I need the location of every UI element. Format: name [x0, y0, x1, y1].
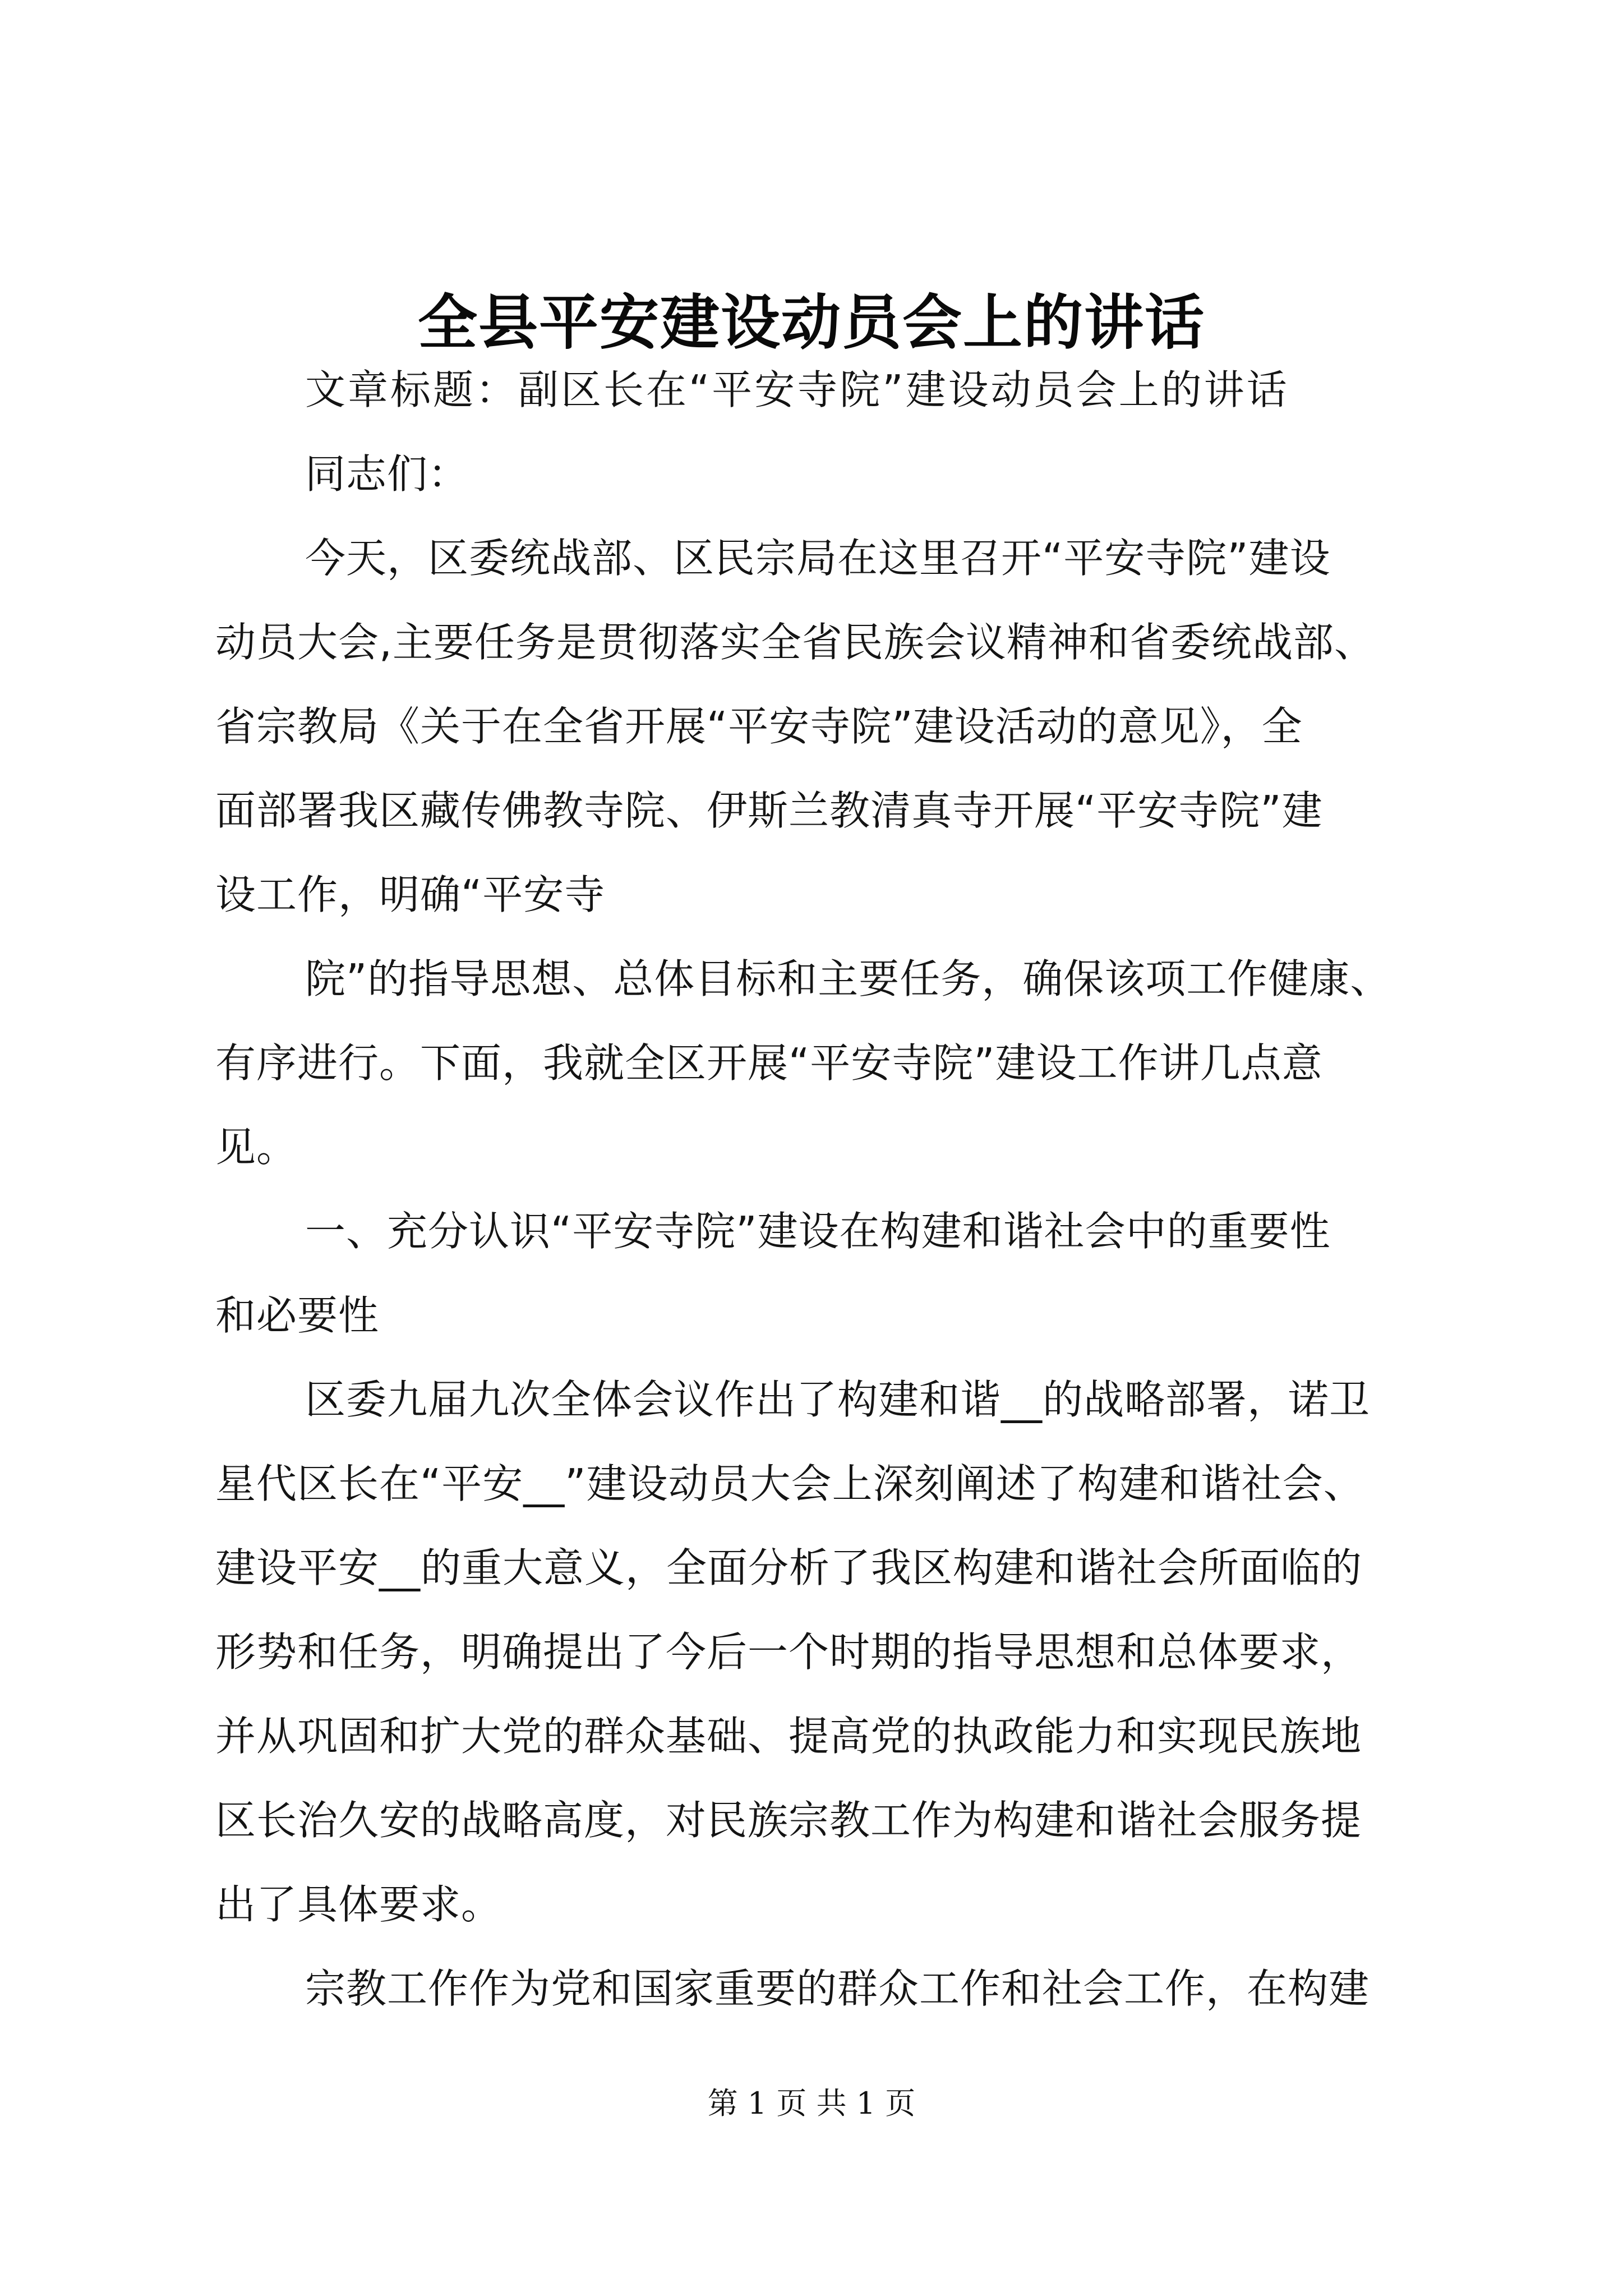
paragraph-1-line-5: 设工作，明确“平安寺 — [215, 871, 606, 918]
paragraph-3-line-5: 并从巩固和扩大党的群众基础、提高党的执政能力和实现民族地 — [215, 1713, 1362, 1760]
section-heading-line-1: 一、充分认识“平安寺院”建设在构建和谐社会中的重要性 — [305, 1208, 1331, 1255]
paragraph-1-line-1: 今天，区委统战部、区民宗局在这里召开“平安寺院”建设 — [305, 535, 1331, 582]
document-title: 全县平安建设动员会上的讲话 — [418, 287, 1205, 357]
paragraph-2-line-3: 见。 — [215, 1124, 298, 1171]
paragraph-3-line-7: 出了具体要求。 — [215, 1881, 502, 1928]
page-footer: 第 1 页 共 1 页 — [707, 2086, 916, 2121]
document-body — [215, 348, 1421, 2031]
paragraph-2-line-2: 有序进行。下面，我就全区开展“平安寺院”建设工作讲几点意 — [215, 1039, 1323, 1087]
paragraph-2-line-1: 院”的指导思想、总体目标和主要任务，确保该项工作健康、 — [305, 955, 1391, 1002]
paragraph-1-line-3: 省宗教局《关于在全省开展“平安寺院”建设活动的意见》，全 — [215, 703, 1303, 750]
section-heading-line-2: 和必要性 — [215, 1292, 380, 1339]
paragraph-1-line-2: 动员大会,主要任务是贯彻落实全省民族会议精神和省委统战部、 — [215, 619, 1375, 666]
paragraph-1-line-4: 面部署我区藏传佛教寺院、伊斯兰教清真寺开展“平安寺院”建 — [215, 787, 1323, 834]
paragraph-3-line-6: 区长治久安的战略高度，对民族宗教工作为构建和谐社会服务提 — [215, 1797, 1362, 1844]
paragraph-4-line-1: 宗教工作作为党和国家重要的群众工作和社会工作，在构建 — [305, 1965, 1370, 2012]
paragraph-3-line-1: 区委九届九次全体会议作出了构建和谐__的战略部署，诺卫 — [305, 1376, 1371, 1423]
article-subtitle-line: 文章标题：副区长在“平安寺院”建设动员会上的讲话 — [305, 366, 1289, 413]
paragraph-3-line-2: 星代区长在“平安__”建设动员大会上深刻阐述了构建和谐社会、 — [215, 1460, 1364, 1507]
paragraph-3-line-3: 建设平安__的重大意义，全面分析了我区构建和谐社会所面临的 — [215, 1544, 1363, 1591]
salutation-line: 同志们： — [305, 450, 469, 498]
paragraph-3-line-4: 形势和任务，明确提出了今后一个时期的指导思想和总体要求， — [215, 1628, 1362, 1676]
